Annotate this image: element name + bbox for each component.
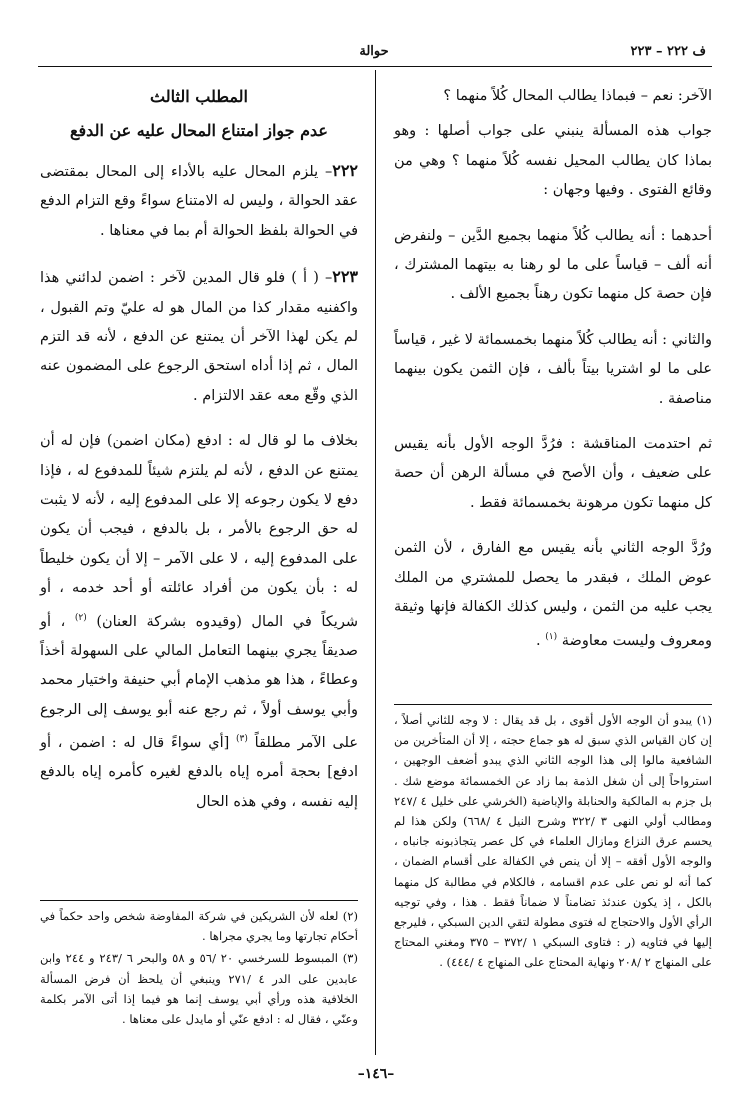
section-title: المطلب الثالث	[150, 87, 248, 106]
paragraph-text: – ( أ ) فلو قال المدين لآخر : اضمن لدائني هذا واكفنيه مقدار كذا من المال هو له عليّ وتم القبول ، لم يكن لهذا الآخر أن يمتنع عن الدفع ، لأنه قد التزم المال ، ثم إذا أداه استحق الرجوع على المضمون عنه الذي وقّع معه عقد الالتزام .	[40, 270, 358, 404]
body-paragraph: ورُدَّ الوجه الثاني بأنه يقيس مع الفارق ، لأن الثمن عوض الملك ، فبقدر ما يحصل للمشتري من الملك يجب عليه من الثمن ، وليس كذلك الكفالة فإنها وثيقة ومعروف وليست معاوضة $^{(١)}$ .	[394, 540, 712, 649]
footnotes-left	[40, 906, 358, 1031]
footnotes-right	[394, 710, 712, 975]
body-paragraph: ثم احتدمت المناقشة : فرُدَّ الوجه الأول بأنه يقيس على ضعيف ، وأن الأصح في مسألة الرهن أن حصة كل منهما تكون مرهونة بخمسمائة فقط .	[394, 436, 712, 511]
footnote-rule	[40, 900, 358, 901]
body-paragraph: جواب هذه المسألة ينبني على جواب أصلها : وهو بماذا كان يطالب المحيل نفسه كُلاً منهما ؟ وهي من وقائع الفتوى . وفيها وجهان :	[394, 123, 712, 199]
footnote-ref: (١)	[545, 631, 558, 642]
header-entry-range: ف ٢٢٢ – ٢٢٣	[630, 44, 706, 59]
body-paragraph: أحدهما : أنه يطالب كُلاً منهما بجميع الدَّين – ولنفرض أنه ألف – قياساً على ما لو رهنا به بيتهما المشترك ، فإن حصة كل منهما تكون رهناً بجميع الألف .	[394, 227, 712, 303]
paragraph-text: ، أو صديقاً يجري بينهما التعامل المالي على السهولة أخذاً وعطاءً ، هذا هو مذهب الإمام أبي حنيفة واختيار محمد وأبي يوسف أولاً ، ثم رجع عنه أبو يوسف إلى الرجوع على الآمر مطلقاً	[40, 613, 359, 751]
footnote: (٢) لعله لأن الشريكين في شركة المفاوضة شخص واحد حكماً في أحكام تجارتها وما يجري مجراها .	[40, 909, 358, 944]
paragraph-number: ٢٢٣	[332, 267, 358, 287]
footnote-ref: (٣)	[236, 734, 248, 745]
section-subtitle: عدم جواز امتناع المحال عليه عن الدفع	[70, 121, 328, 140]
footnote: (١) يبدو أن الوجه الأول أقوى ، بل قد يقال : لا وجه للثاني أصلاً ، إن كان القياس الذي سبق له هو جماع حجته ، إلا أن المتأخرين من الشافعية مالوا إلى هذا الوجه الثاني الذي يبدو أضعف الوجهين ، استرواحاً إلى أن شغل الذمة بما زاد عن الخمسمائة موضع شك . بل جزم به المالكية والحنابلة والإباضية (الخرشي على خليل ٤ /٢٤٧ ومطالب أولي النهى ٣ /٣٢٢ وشرح النيل ٤ /٦٦٨) ولكن هذا لم يحسم عرق النزاع ومازال العلماء في كل عصر يتجاذبونه جانباه ، والوجه الأول أفقه – إلا أن ينص في الكفالة على أقسام الضمان ، كما أنه لو نص على عدم اقسامه ، فالكلام في مطالبة كل منهما بالكل ، إذ يكون عندئذ تضامناً لا ضماناً فقط . هذا ، وفي توجيه الرأي الأول والاحتجاج له فتوى مطولة لتقي الدين السبكي ، فليرجع إليها في فتاويه (ر : فتاوى السبكي ١ /٣٧٢ – ٣٧٥ ومغني المحتاج على المنهاج ٢ /٢٠٨ ونهاية المحتاج على المنهاج ٤ /٤٤٤) .	[394, 713, 713, 970]
numbered-paragraph	[40, 156, 358, 246]
right-column	[394, 82, 712, 672]
paragraph-number: ٢٢٢	[332, 161, 358, 180]
footnote-rule	[394, 704, 712, 705]
paragraph-text: ورُدَّ الوجه الثاني بأنه يقيس مع الفارق ، لأن الثمن عوض الملك ، فبقدر ما يحصل للمشتري من الملك يجب عليه من الثمن ، وليس كذلك الكفالة فإنها وثيقة ومعروف وليست معاوضة	[394, 540, 712, 649]
paragraph-text: بخلاف ما لو قال له : ادفع (مكان اضمن) فإن له أن يمتنع عن الدفع ، لأنه لم يلتزم شيئاً للمدفوع له ، فإذا دفع لا يكون رجوعه إلا على المدفوع إليه ، لأنه لا يثبت له حق الرجوع بالأمر ، بل بالدفع ، فيجب أن يكون على المدفوع إليه ، لا على الآمر – إلا أن يكون خليطاً له : بأن يكون من أفراد عائلته أو أحد خدمه ، أو شريكاً في المال (وقيدوه بشركة العنان)	[40, 433, 358, 630]
header-title: حوالة	[359, 44, 389, 59]
header-rule	[38, 66, 712, 67]
footnote: (٣) المبسوط للسرخسي ٢٠ /٥٦ و ٥٨ والبحر ٦ /٢٤٣ و ٢٤٤ وابن عابدين على الدر ٤ /٢٧١ وينبغي أن يلحظ أن فرض المسألة الخلافية هذه ورأي أبي يوسف إنما هو فيما إذا أتى الآمر بكلمة وعنّي ، فقال له : ادفع عنّي أو مايدل على معناها .	[40, 951, 358, 1027]
paragraph-text: – يلزم المحال عليه بالأداء إلى المحال بمقتضى عقد الحوالة ، وليس له الامتناع سواءً وقع التزام الدفع في الحوالة بلفظ الحوالة أم بما في معناها .	[40, 164, 358, 239]
page-number: –١٤٦–	[357, 1066, 395, 1082]
left-column	[40, 82, 358, 833]
body-paragraph	[40, 427, 358, 817]
column-divider	[375, 70, 376, 1055]
footnote-ref: (٢)	[74, 612, 87, 623]
numbered-paragraph	[40, 262, 358, 411]
body-paragraph: الآخر: نعم – فبماذا يطالب المحال كُلاً منهما ؟	[443, 88, 712, 104]
running-header	[38, 40, 710, 66]
paragraph-text: [أي سواءً قال له : اضمن ، أو ادفع] بحجة أمره إياه بالدفع لغيره كأمره إياه بالدفع إليه نفسه ، وفي هذه الحال	[40, 734, 358, 810]
body-paragraph: والثاني : أنه يطالب كُلاً منهما بخمسمائة لا غير ، قياساً على ما لو اشتريا بيتاً بألف ، فإن الثمن يكون بينهما مناصفة .	[394, 331, 712, 407]
